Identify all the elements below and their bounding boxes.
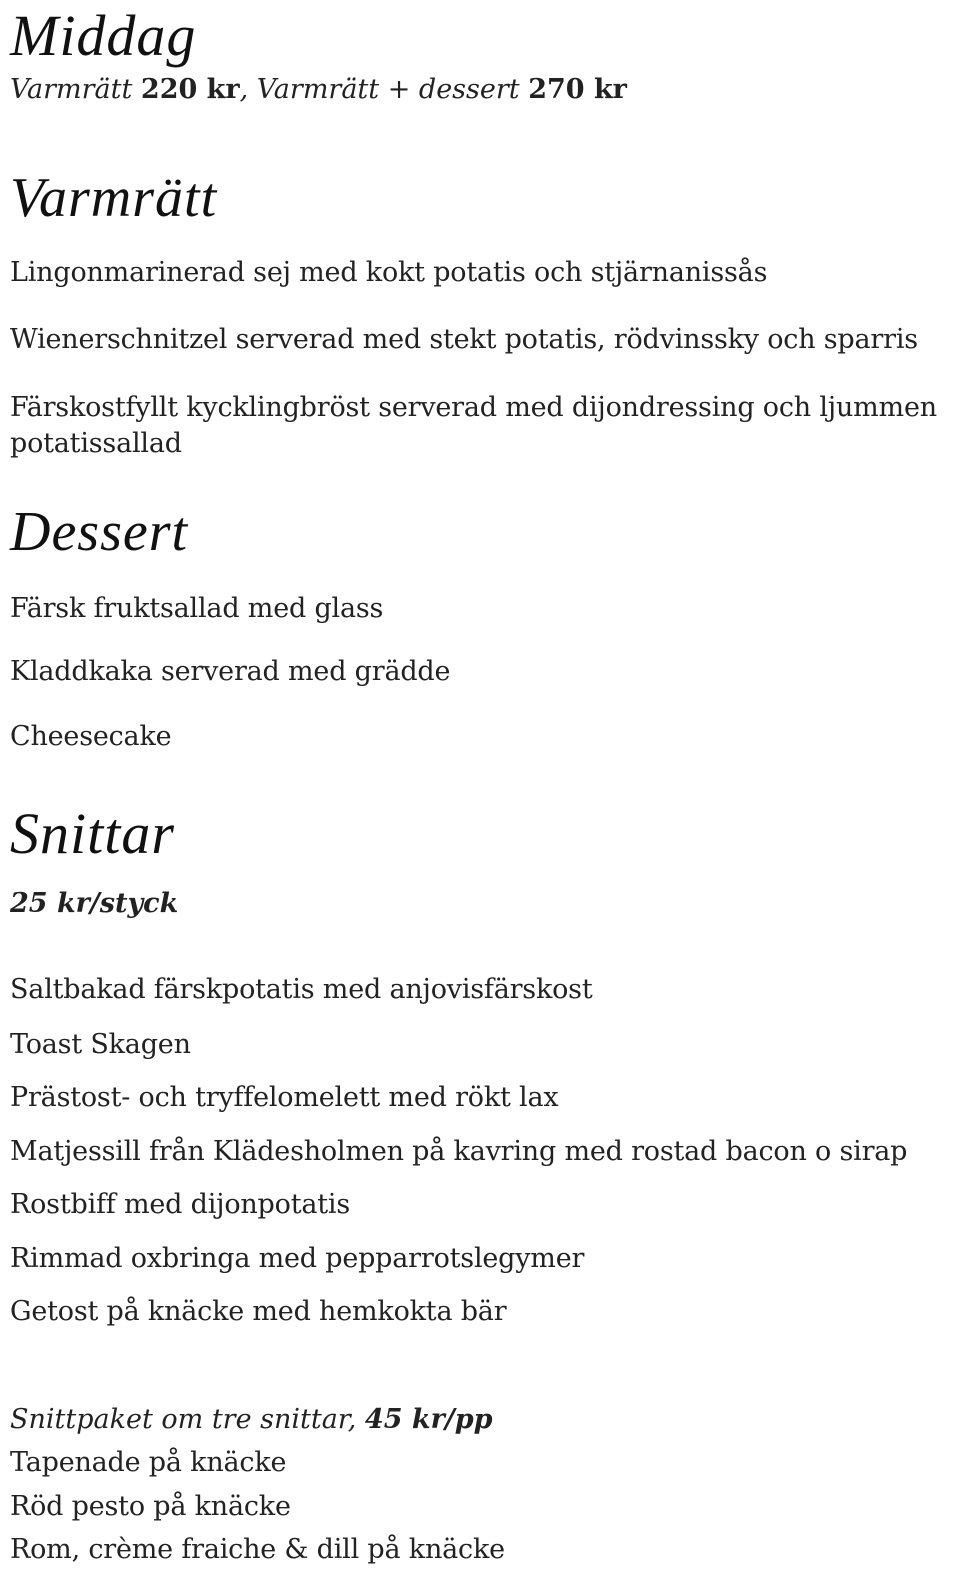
snittpaket-label: Snittpaket om tre snittar, (10, 1404, 365, 1435)
menu-item: Röd pesto på knäcke (10, 1491, 291, 1522)
heading-dessert: Dessert (10, 501, 189, 563)
heading-snittar: Snittar (10, 801, 175, 866)
price-label-combo: , Varmrätt + dessert (239, 74, 529, 105)
heading-middag: Middag (10, 3, 197, 68)
menu-item: Rimmad oxbringa med pepparrotslegymer (10, 1243, 585, 1274)
menu-item: Rom, crème fraiche & dill på knäcke (10, 1534, 505, 1565)
menu-item: Saltbakad färskpotatis med anjovisfärskost (10, 974, 593, 1005)
menu-item: Färsk fruktsallad med glass (10, 593, 384, 624)
middag-price-line (10, 74, 627, 105)
menu-item: Toast Skagen (10, 1029, 191, 1060)
menu-item: Matjessill från Klädesholmen på kavring med rostad bacon o sirap (10, 1136, 908, 1167)
menu-item: Wienerschnitzel serverad med stekt potatis, rödvinssky och sparris (10, 324, 918, 355)
menu-item: Getost på knäcke med hemkokta bär (10, 1296, 507, 1327)
snittpaket-line (10, 1404, 492, 1435)
price-main: 220 kr (140, 74, 240, 105)
menu-item: Kladdkaka serverad med grädde (10, 656, 451, 687)
menu-item: Cheesecake (10, 721, 172, 752)
menu-item: Färskostfyllt kycklingbröst serverad med dijondressing och ljummen (10, 392, 937, 423)
price-combo: 270 kr (528, 74, 627, 105)
snittpaket-price: 45 kr/pp (364, 1404, 493, 1435)
menu-item: Tapenade på knäcke (10, 1447, 287, 1478)
menu-item: Prästost- och tryffelomelett med rökt lax (10, 1082, 559, 1113)
menu-item: Rostbiff med dijonpotatis (10, 1189, 350, 1220)
price-label-main: Varmrätt (10, 74, 141, 105)
heading-varmratt: Varmrätt (10, 167, 218, 229)
menu-item-continued: potatissallad (10, 428, 182, 459)
menu-item: Lingonmarinerad sej med kokt potatis och stjärnanissås (10, 257, 768, 288)
snittar-price: 25 kr/styck (10, 888, 179, 919)
